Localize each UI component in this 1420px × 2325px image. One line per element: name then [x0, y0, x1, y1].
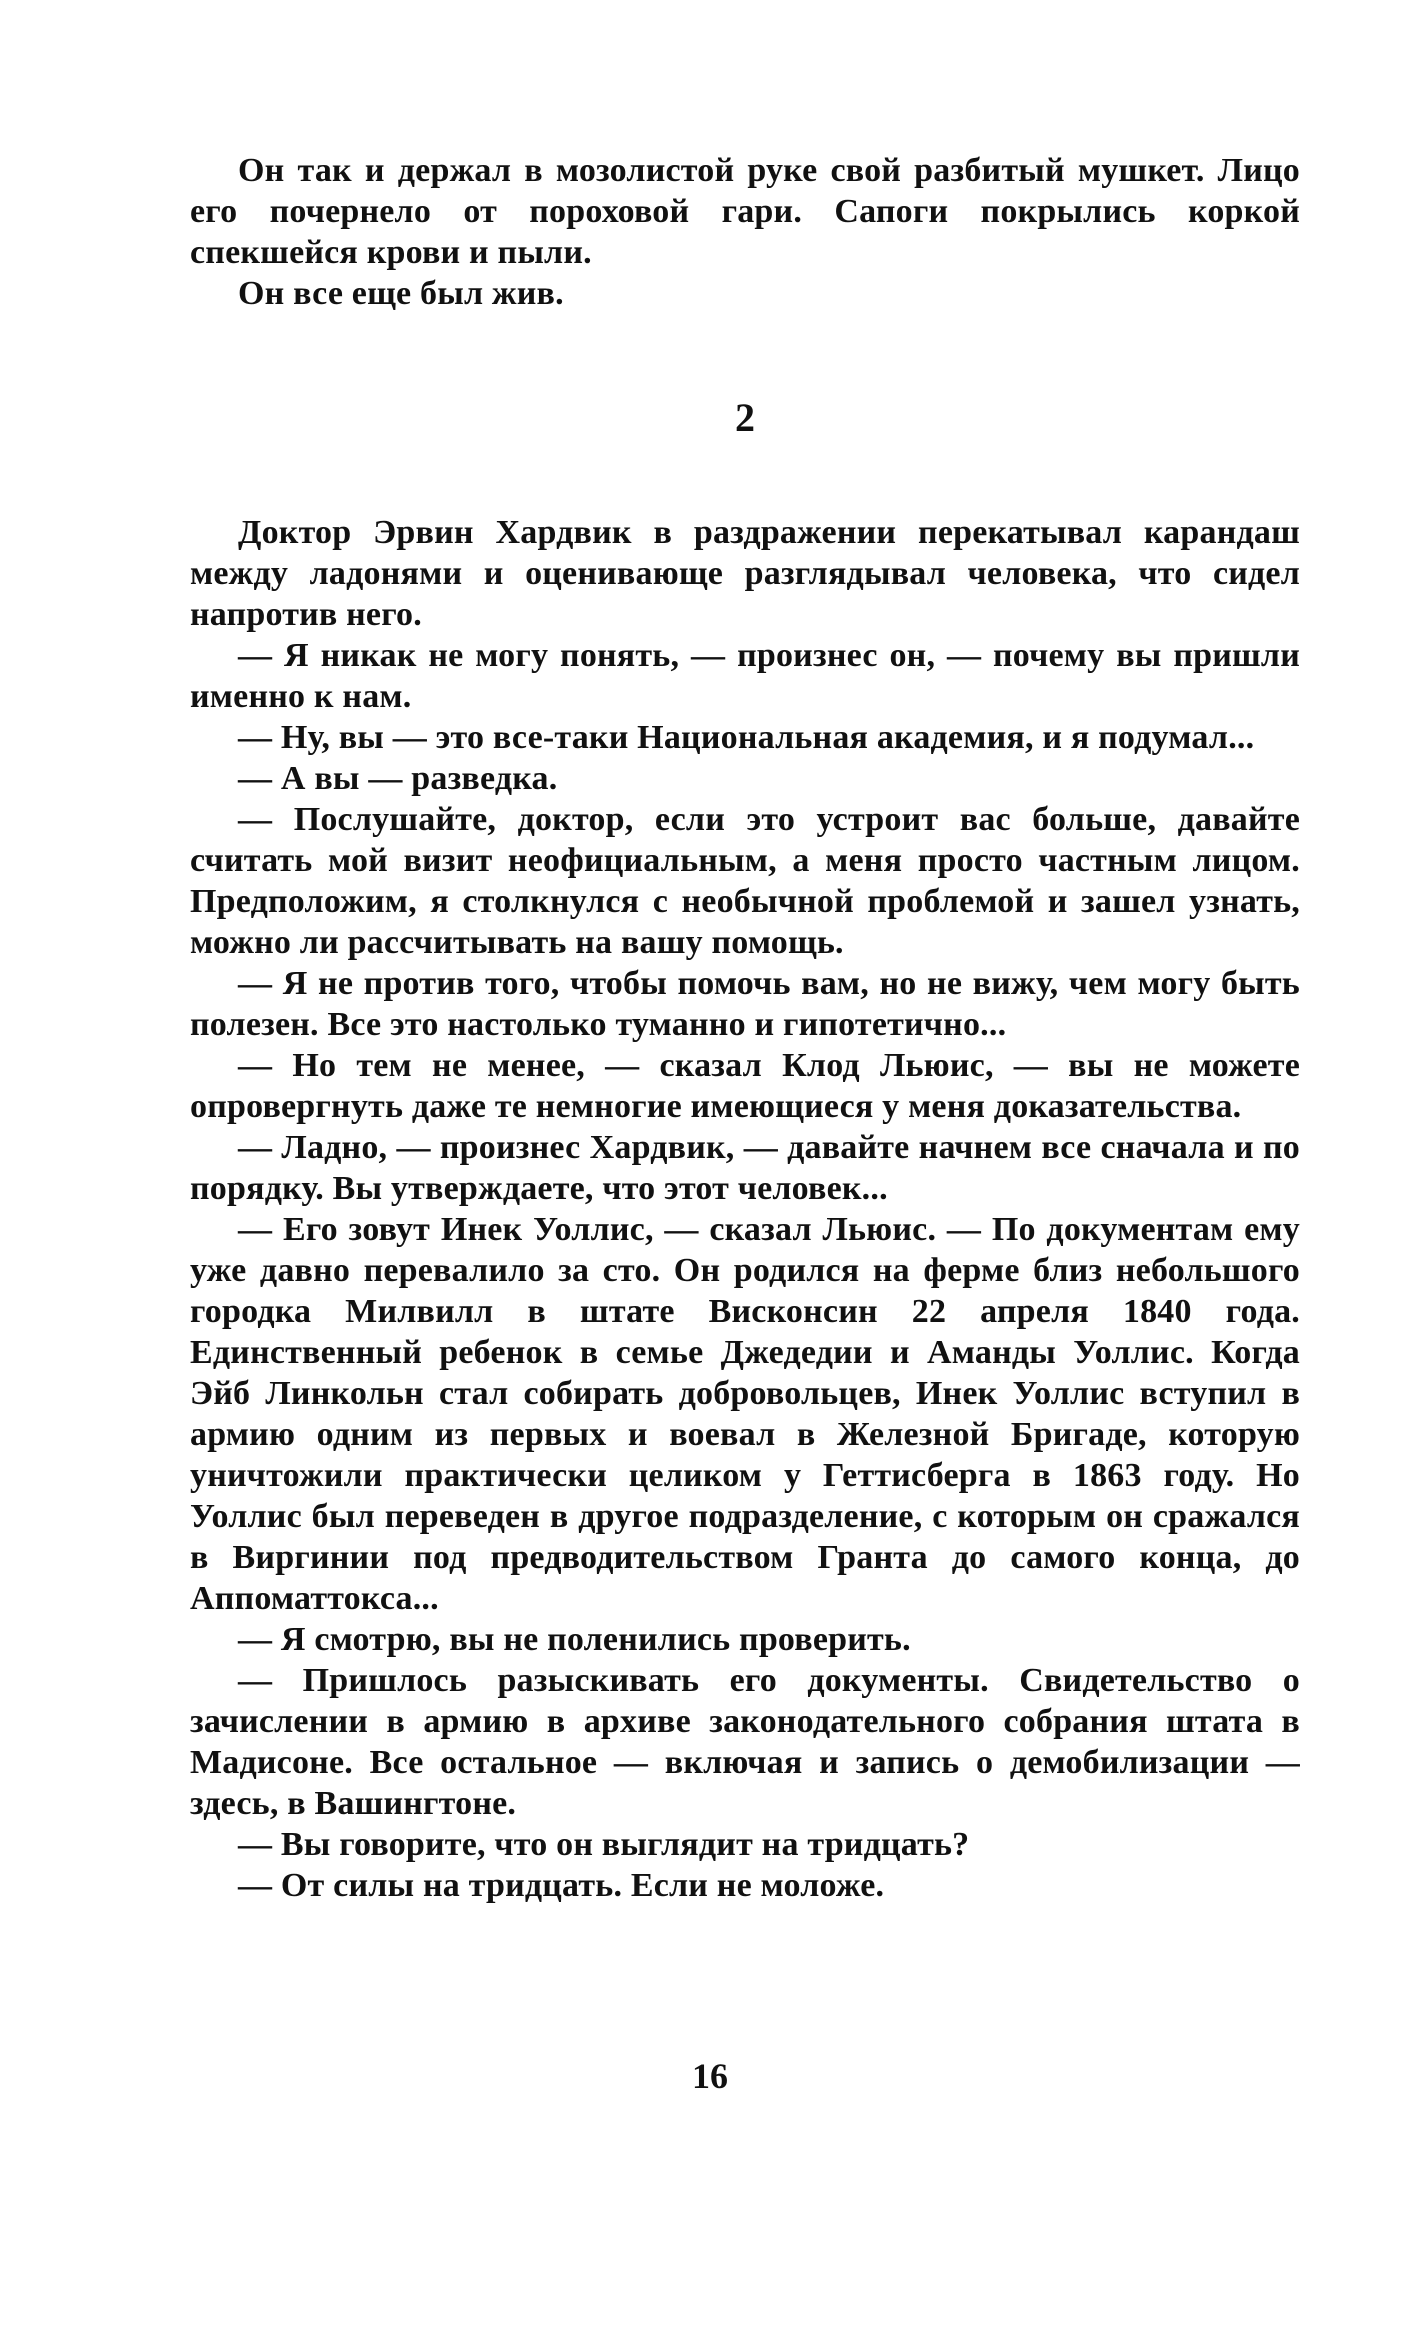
chapter-number: 2 — [735, 395, 755, 440]
paragraph: — Послушайте, доктор, если это устроит вас больше, давайте считать мой визит неофициальным, а меня просто частным лицом. Предположим, я столкнулся с необычной проблемой и зашел узнать, можно ли рассчитывать на вашу помощь. — [190, 801, 1300, 961]
paragraph: — Ну, вы — это все-таки Национальная академия, и я подумал... — [238, 719, 1255, 756]
paragraph: Доктор Эрвин Хардвик в раздражении перекатывал карандаш между ладонями и оценивающе разглядывал человека, что сидел напротив него. — [190, 514, 1300, 633]
paragraph: Он все еще был жив. — [238, 275, 564, 312]
paragraph: — Я смотрю, вы не поленились проверить. — [238, 1621, 911, 1658]
paragraph: — Вы говорите, что он выглядит на тридцать? — [238, 1826, 970, 1863]
paragraph: Он так и держал в мозолистой руке свой разбитый мушкет. Лицо его почернело от пороховой гари. Сапоги покрылись коркой спекшейся крови и пыли. — [190, 152, 1300, 271]
paragraph: — А вы — разведка. — [238, 760, 558, 797]
chapter-section — [190, 512, 1300, 1906]
top-section — [190, 150, 1300, 314]
paragraph: — Я никак не могу понять, — произнес он, — почему вы пришли именно к нам. — [190, 637, 1300, 715]
paragraph: — Я не против того, чтобы помочь вам, но не вижу, чем могу быть полезен. Все это настолько туманно и гипотетично... — [190, 965, 1300, 1043]
paragraph: — От силы на тридцать. Если не моложе. — [238, 1867, 885, 1904]
page-number: 16 — [692, 2056, 728, 2096]
page-body — [190, 150, 1300, 1906]
paragraph: — Его зовут Инек Уоллис, — сказал Льюис. — По документам ему уже давно перевалило за сто. Он родился на ферме близ небольшого городка Милвилл в штате Висконсин 22 апреля 1840 года. Единственный ребенок в семье Джедедии и Аманды Уоллис. Когда Эйб Линкольн стал собирать добровольцев, Инек Уоллис вступил в армию одним из первых и воевал в Железной Бригаде, которую уничтожили практически целиком у Геттисберга в 1863 году. Но Уоллис был переведен в другое подразделение, с которым он сражался в Виргинии под предводительством Гранта до самого конца, до Аппоматтокса... — [190, 1211, 1300, 1617]
paragraph: — Но тем не менее, — сказал Клод Льюис, — вы не можете опровергнуть даже те немногие имеющиеся у меня доказательства. — [190, 1047, 1300, 1125]
paragraph: — Пришлось разыскивать его документы. Свидетельство о зачислении в армию в архиве законодательного собрания штата в Мадисоне. Все остальное — включая и запись о демобилизации — здесь, в Вашингтоне. — [190, 1662, 1300, 1822]
paragraph: — Ладно, — произнес Хардвик, — давайте начнем все сначала и по порядку. Вы утверждаете, что этот человек... — [190, 1129, 1300, 1207]
